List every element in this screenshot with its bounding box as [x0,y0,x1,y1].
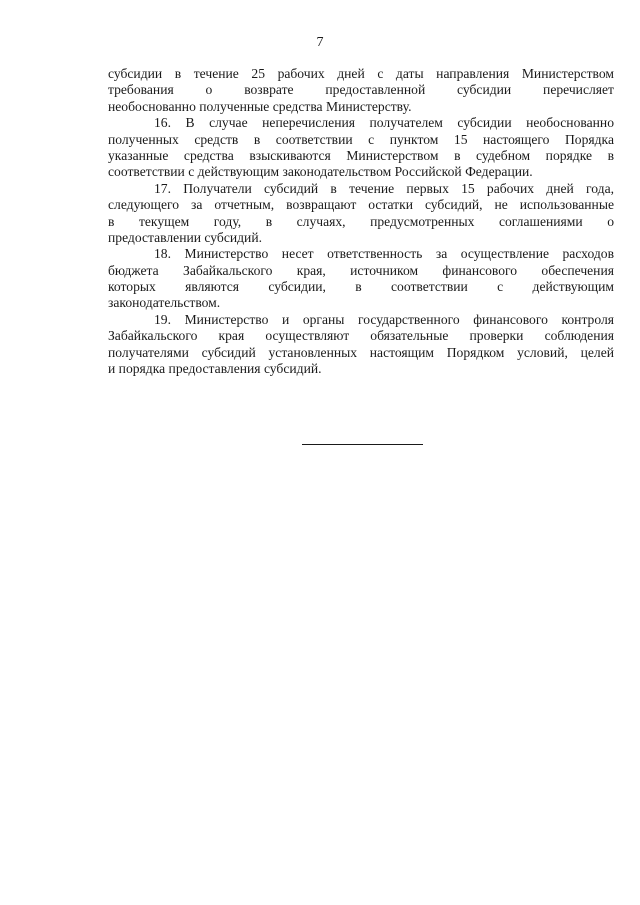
text-line: бюджета Забайкальского края, источником финансового обеспечения [108,262,614,278]
text-line: полученных средств в соответствии с пунктом 15 настоящего Порядка [108,131,614,147]
text-line: Забайкальского края осуществляют обязательные проверки соблюдения [108,328,614,344]
text-line: в текущем году, в случаях, предусмотренных соглашениями о [108,213,614,229]
page-number: 7 [316,35,324,50]
text-line: соответствии с действующим законодательством Российской Федерации. [108,164,533,180]
paragraph-18 [108,246,614,312]
paragraph-19 [108,312,614,378]
text-line: субсидии в течение 25 рабочих дней с даты направления Министерством [108,66,614,81]
text-line: 17. Получатели субсидий в течение первых 15 рабочих дней года, [154,180,614,196]
paragraph-17 [108,181,614,247]
text-line: получателями субсидий установленных настоящим Порядком условий, целей [108,344,614,360]
end-of-document-rule [302,444,423,445]
text-line: законодательством. [108,295,221,311]
text-line: 19. Министерство и органы государственного финансового контроля [154,311,614,327]
text-line: 18. Министерство несет ответственность за осуществление расходов [154,246,614,262]
text-line: указанные средства взыскиваются Министерством в судебном порядке в [108,147,614,163]
text-line: следующего за отчетным, возвращают остатки субсидий, не использованные [108,197,614,213]
text-line: и порядка предоставления субсидий. [108,361,322,377]
text-line: 16. В случае неперечисления получателем субсидии необоснованно [154,115,614,131]
text-line: требования о возврате предоставленной субсидии перечисляет [108,82,614,98]
document-body [108,66,614,377]
text-line: необоснованно полученные средства Министерству. [108,98,412,114]
paragraph-15-continuation [108,66,614,115]
paragraph-16 [108,115,614,181]
text-line: которых являются субсидии, в соответствии с действующим [108,279,614,295]
text-line: предоставлении субсидий. [108,229,262,245]
